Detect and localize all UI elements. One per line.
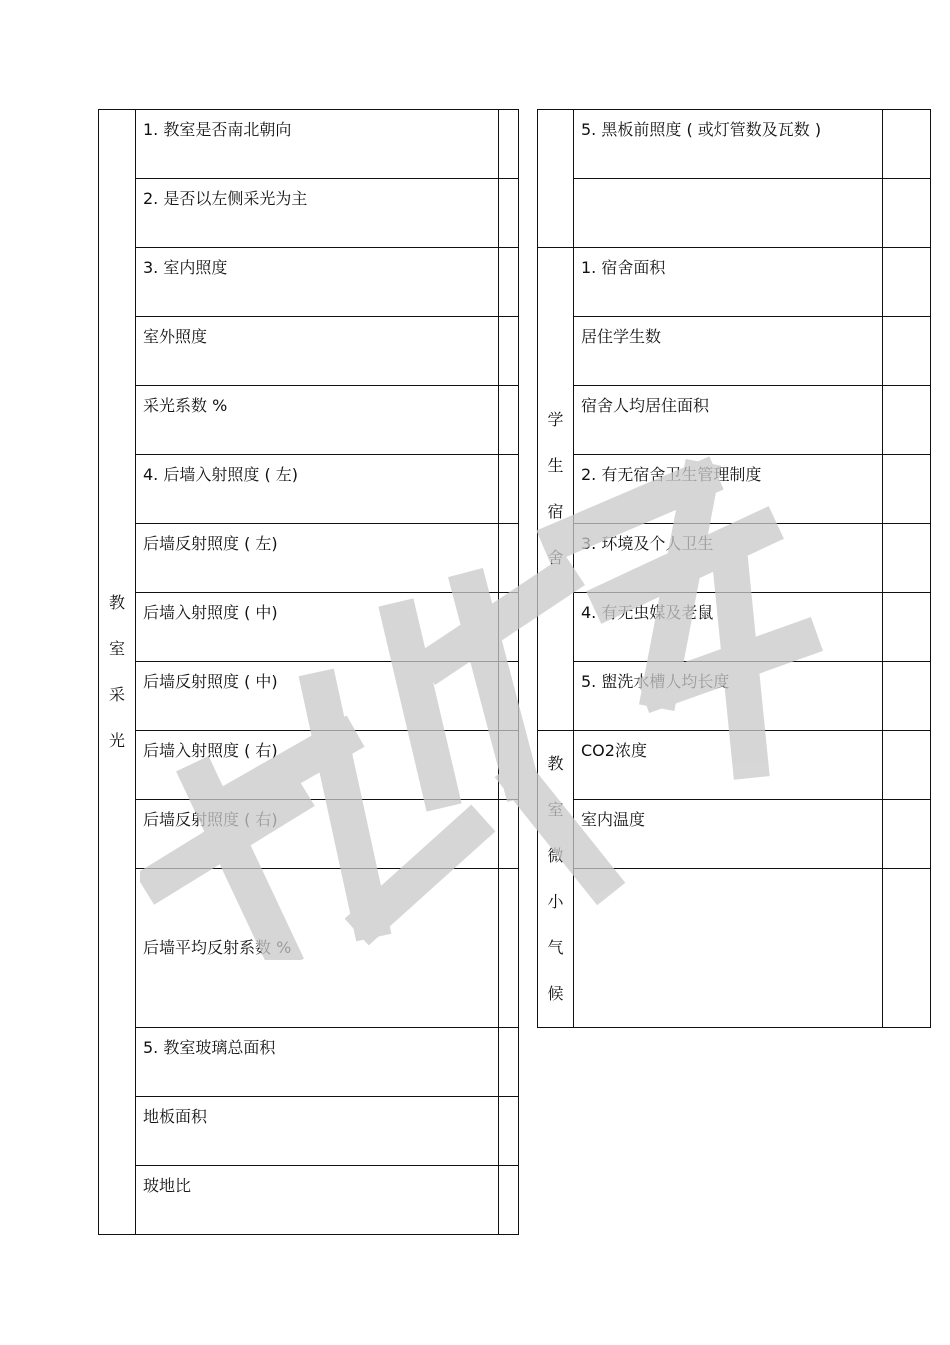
row-label (574, 179, 883, 248)
category-blank (538, 110, 574, 248)
row-label-text: 3. 室内照度 (143, 258, 228, 277)
category-classroom-microclimate (538, 731, 574, 1028)
right-table (537, 109, 931, 1028)
category-student-dorm-text: 学生宿舍 (547, 410, 564, 567)
table-row (538, 731, 931, 800)
table-row (538, 179, 931, 248)
value-cell[interactable] (883, 731, 931, 800)
row-label-text: 室内温度 (581, 810, 646, 829)
category-classroom-lighting-text: 教室采光 (108, 593, 125, 750)
row-label (136, 248, 499, 317)
value-cell[interactable] (499, 317, 519, 386)
row-label (574, 524, 883, 593)
row-label (136, 1097, 499, 1166)
table-row (538, 662, 931, 731)
value-cell[interactable] (499, 1028, 519, 1097)
table-row (99, 1097, 519, 1166)
row-label (574, 248, 883, 317)
value-cell[interactable] (883, 524, 931, 593)
table-row (99, 386, 519, 455)
table-row (99, 110, 519, 179)
row-label (136, 869, 499, 1028)
row-label (574, 869, 883, 1028)
value-cell[interactable] (883, 800, 931, 869)
row-label-text: 2. 是否以左侧采光为主 (143, 189, 308, 208)
row-label-text: 1. 宿舍面积 (581, 258, 666, 277)
value-cell[interactable] (883, 386, 931, 455)
value-cell[interactable] (499, 1166, 519, 1235)
row-label (574, 317, 883, 386)
table-row (538, 386, 931, 455)
value-cell[interactable] (883, 110, 931, 179)
value-cell[interactable] (499, 662, 519, 731)
table-row (538, 869, 931, 1028)
value-cell[interactable] (499, 593, 519, 662)
value-cell[interactable] (883, 593, 931, 662)
row-label (136, 662, 499, 731)
row-label-text: 4. 有无虫媒及老鼠 (581, 603, 714, 622)
table-row (538, 110, 931, 179)
table-row (99, 1028, 519, 1097)
row-label-text (574, 179, 882, 189)
row-label-text: 5. 教室玻璃总面积 (143, 1038, 276, 1057)
row-label (136, 800, 499, 869)
row-label-text: 5. 黑板前照度 ( 或灯管数及瓦数 ) (581, 120, 822, 139)
table-row (538, 317, 931, 386)
value-cell[interactable] (499, 1097, 519, 1166)
row-label-text: 玻地比 (143, 1176, 192, 1195)
value-cell[interactable] (499, 800, 519, 869)
row-label (574, 110, 883, 179)
table-row (99, 317, 519, 386)
value-cell[interactable] (499, 248, 519, 317)
row-label (574, 731, 883, 800)
row-label-text: 居住学生数 (581, 327, 662, 346)
row-label-text: 3. 环境及个人卫生 (581, 534, 714, 553)
row-label-text: 1. 教室是否南北朝向 (143, 120, 292, 139)
value-cell[interactable] (499, 455, 519, 524)
value-cell[interactable] (499, 386, 519, 455)
value-cell[interactable] (883, 455, 931, 524)
value-cell[interactable] (883, 869, 931, 1028)
row-label-text: 室外照度 (143, 327, 208, 346)
row-label-text: 后墙反射照度 ( 左) (143, 534, 278, 553)
row-label (136, 593, 499, 662)
table-row (538, 593, 931, 662)
row-label-text: 5. 盥洗水槽人均长度 (581, 672, 730, 691)
category-classroom-lighting (99, 110, 136, 1235)
value-cell[interactable] (499, 731, 519, 800)
table-row (538, 455, 931, 524)
value-cell[interactable] (499, 179, 519, 248)
row-label (574, 662, 883, 731)
row-label-text: 后墙入射照度 ( 右) (143, 741, 278, 760)
row-label-text: 后墙反射照度 ( 右) (143, 810, 278, 829)
left-table (98, 109, 519, 1235)
value-cell[interactable] (883, 662, 931, 731)
table-row (99, 524, 519, 593)
row-label (136, 1028, 499, 1097)
row-label (136, 317, 499, 386)
row-label-text: 4. 后墙入射照度 ( 左) (143, 465, 299, 484)
table-row (538, 524, 931, 593)
value-cell[interactable] (499, 524, 519, 593)
row-label-text: 后墙反射照度 ( 中) (143, 672, 278, 691)
value-cell[interactable] (883, 248, 931, 317)
row-label-text: 采光系数 % (143, 396, 228, 415)
row-label (574, 800, 883, 869)
row-label-text: 宿舍人均居住面积 (581, 396, 710, 415)
row-label-text (574, 869, 882, 879)
category-classroom-microclimate-text: 教室微小气候 (547, 754, 564, 1003)
row-label (574, 593, 883, 662)
row-label (136, 455, 499, 524)
table-row (99, 869, 519, 1028)
value-cell[interactable] (499, 869, 519, 1028)
table-row (99, 1166, 519, 1235)
table-row (99, 593, 519, 662)
category-student-dorm (538, 248, 574, 731)
row-label-text: 后墙平均反射系数 % (143, 938, 292, 957)
value-cell[interactable] (883, 317, 931, 386)
table-row (99, 455, 519, 524)
table-row (538, 800, 931, 869)
value-cell[interactable] (883, 179, 931, 248)
row-label (136, 110, 499, 179)
table-row (538, 248, 931, 317)
table-row (99, 731, 519, 800)
row-label-text: 2. 有无宿舍卫生管理制度 (581, 465, 762, 484)
value-cell[interactable] (499, 110, 519, 179)
table-row (99, 179, 519, 248)
row-label (574, 455, 883, 524)
row-label (136, 1166, 499, 1235)
table-row (99, 248, 519, 317)
table-row (99, 662, 519, 731)
row-label-text: 地板面积 (143, 1107, 208, 1126)
row-label-text: 后墙入射照度 ( 中) (143, 603, 278, 622)
row-label (136, 386, 499, 455)
row-label (136, 731, 499, 800)
row-label (136, 179, 499, 248)
row-label (136, 524, 499, 593)
row-label-text: CO2浓度 (581, 741, 647, 760)
row-label (574, 386, 883, 455)
table-row (99, 800, 519, 869)
